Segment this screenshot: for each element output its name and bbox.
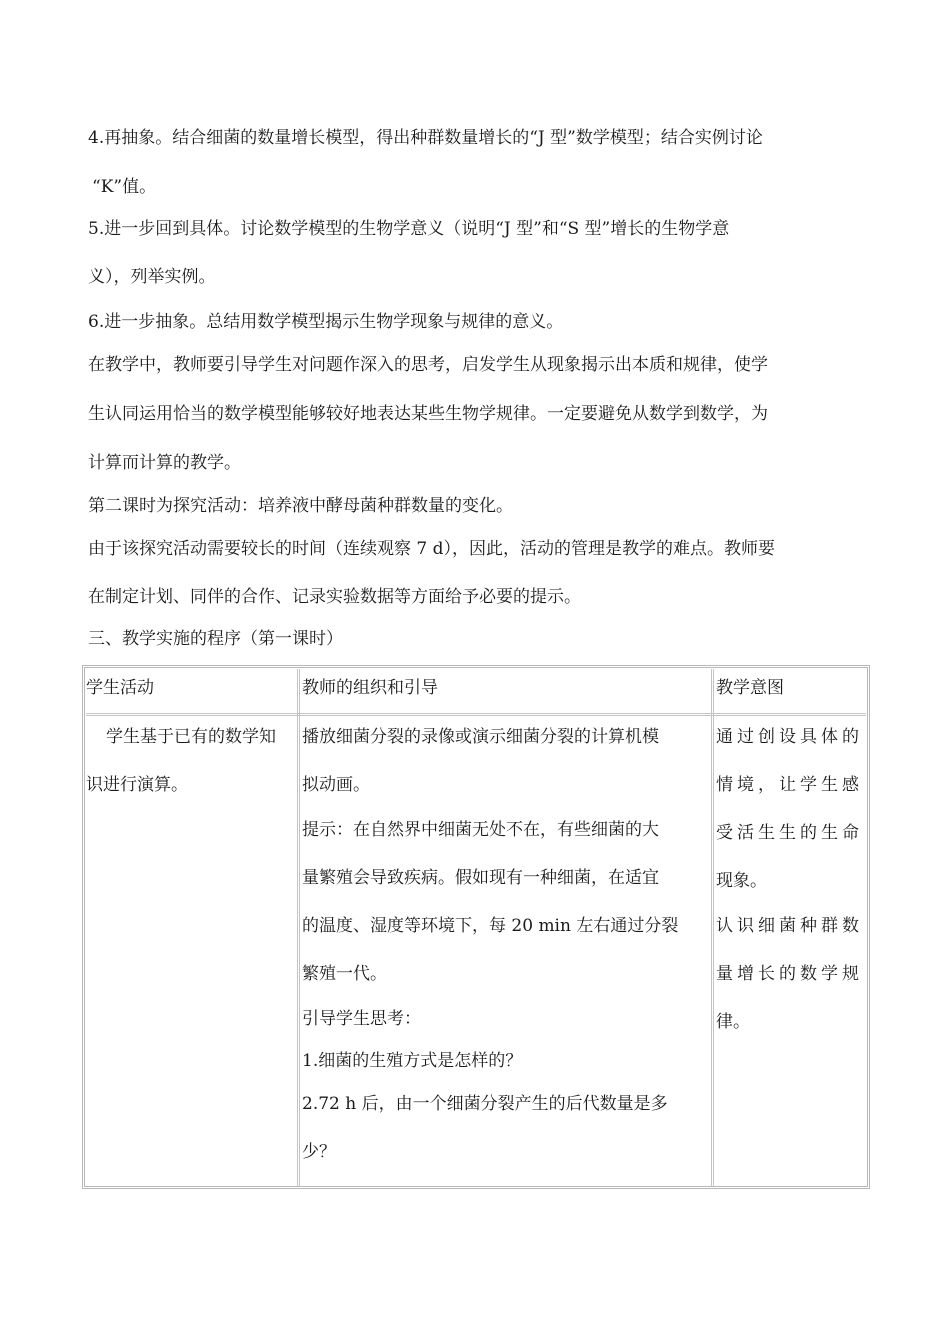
paragraph-line: 义），列举实例。 (88, 267, 216, 287)
section-heading: 三、教学实施的程序（第一课时） (88, 629, 343, 649)
paragraph-line: 在制定计划、同伴的合作、记录实验数据等方面给予必要的提示。 (88, 587, 581, 607)
teaching-intent-line: 律。 (716, 1012, 750, 1032)
paragraph-line: 第二课时为探究活动：培养液中酵母菌种群数量的变化。 (88, 496, 513, 516)
teacher-guidance-line: 的温度、湿度等环境下，每 20 min 左右通过分裂 (302, 916, 679, 936)
header-teaching-intent: 教学意图 (716, 678, 784, 698)
header-divider (86, 713, 866, 716)
teacher-guidance-line: 引导学生思考： (302, 1009, 421, 1029)
paragraph-line: 4.再抽象。结合细菌的数量增长模型，得出种群数量增长的“J 型”数学模型；结合实例讨论 (88, 128, 763, 148)
paragraph-line: 6.进一步抽象。总结用数学模型揭示生物学现象与规律的意义。 (88, 312, 564, 332)
header-teacher-guidance: 教师的组织和引导 (302, 678, 438, 698)
paragraph-line: 计算而计算的教学。 (88, 453, 241, 473)
teacher-guidance-line: 1.细菌的生殖方式是怎样的？ (302, 1051, 523, 1071)
teacher-guidance-line: 繁殖一代。 (302, 964, 387, 984)
teaching-intent-line: 量增长的数学规 (716, 964, 863, 984)
teaching-intent-line: 认识细菌种群数 (716, 916, 863, 936)
teacher-guidance-line: 2.72 h 后，由一个细菌分裂产生的后代数量是多 (302, 1094, 668, 1114)
teaching-intent-line: 现象。 (716, 871, 767, 891)
paragraph-line: 5.进一步回到具体。讨论数学模型的生物学意义（说明“J 型”和“S 型”增长的生物学意 (88, 219, 730, 239)
column-divider (297, 669, 300, 1186)
paragraph-line: 生认同运用恰当的数学模型能够较好地表达某些生物学规律。一定要避免从数学到数学，为 (88, 404, 768, 424)
teaching-intent-line: 通过创设具体的 (716, 727, 863, 747)
teacher-guidance-line: 量繁殖会导致疾病。假如现有一种细菌，在适宜 (302, 868, 659, 888)
teacher-guidance-line: 播放细菌分裂的录像或演示细菌分裂的计算机模 (302, 727, 659, 747)
teaching-intent-line: 情境，让学生感 (716, 775, 863, 795)
column-divider (711, 669, 714, 1186)
student-activity-line: 学生基于已有的数学知 (106, 727, 276, 747)
teacher-guidance-line: 拟动画。 (302, 775, 370, 795)
teacher-guidance-line: 提示：在自然界中细菌无处不在，有些细菌的大 (302, 820, 659, 840)
paragraph-line: 由于该探究活动需要较长的时间（连续观察 7 d），因此，活动的管理是教学的难点。教师要 (88, 539, 776, 559)
paragraph-line: “K”值。 (92, 177, 157, 197)
header-student-activity: 学生活动 (86, 678, 154, 698)
student-activity-line: 识进行演算。 (86, 775, 188, 795)
teacher-guidance-line: 少？ (302, 1142, 336, 1162)
teaching-intent-line: 受活生生的生命 (716, 823, 863, 843)
paragraph-line: 在教学中，教师要引导学生对问题作深入的思考，启发学生从现象揭示出本质和规律，使学 (88, 355, 768, 375)
